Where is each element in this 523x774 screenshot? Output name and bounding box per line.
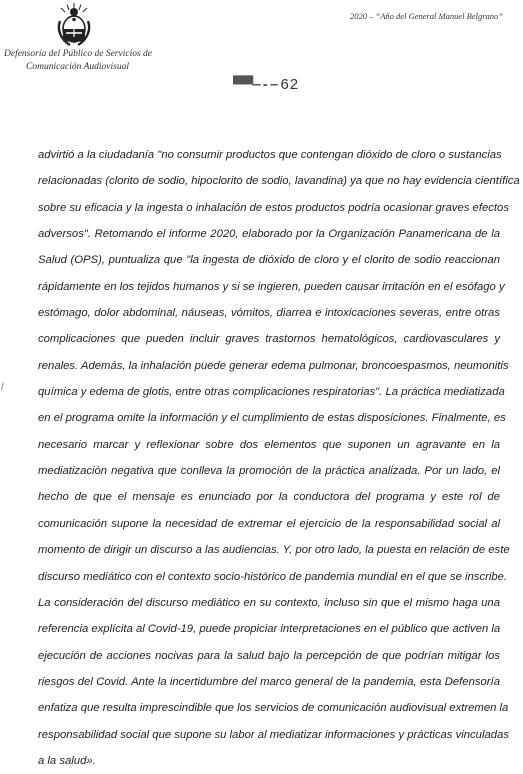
body-line: adversos". Retomando el informe 2020, elaborado por la Organización Panamericana de la [38,228,500,241]
body-line: referencia explícita al Covid-19, puede propiciar interpretaciones en el público que activen la [38,623,501,636]
body-line: relacionadas (clorito de sodio, hipoclorito de sodio, lavandina) ya que no hay evidencia científica [38,175,520,188]
institution-name-line2: Comunicación Audiovisual [26,62,129,72]
margin-mark: / [1,382,4,393]
body-line: necesario marcar y reflexionar sobre dos elementos que suponen un agravante en la [38,438,500,451]
body-line: química y edema de glotis, entre otras complicaciones respiratorias". La práctica mediatizada [38,386,505,399]
stamp-smudge-icon: ▀▀‒ ‐ – [233,76,281,93]
body-line: ejecución de acciones nocivas para la salud bajo la percepción de que podrían mitigar los [38,649,500,662]
page-stamp [233,76,299,93]
body-paragraph [38,142,520,774]
body-line: complicaciones que pueden incluir graves trastornos hematológicos, cardiovasculares y [38,333,500,346]
body-line: en el programa omite la información y el cumplimiento de estas disposiciones. Finalmente, es [38,412,506,425]
body-line: discurso mediático con el contexto socio-histórico de pandemia mundial en el que se inscribe. [38,570,508,583]
body-line: La consideración del discurso mediático en su contexto, incluso sin que el mismo haga una [38,596,500,609]
page-stamp-number: 62 [280,76,300,93]
body-line: responsabilidad social que supone su labor al mediatizar informaciones y prácticas vinculadas [38,728,509,741]
body-line: estómago, dolor abdominal, náuseas, vómitos, diarrea e intoxicaciones severas, entre otras [38,307,500,320]
body-line: enfatiza que resulta imprescindible que los servicios de comunicación audiovisual extremen la [38,702,509,715]
body-line: advirtió a la ciudadanía "no consumir productos que contengan dióxido de cloro o sustancias [38,149,502,161]
body-line: a la salud». [38,754,96,767]
body-line: renales. Además, la inhalación puede generar edema pulmonar, broncoespasmos, neumonitis [38,359,509,372]
body-line: Salud (OPS), puntualiza que "la ingesta de dióxido de cloro y el clorito de sodio reaccionan [38,254,500,267]
body-line: momento de dirigir un discurso a las audiencias. Y, por otro lado, la puesta en relación de este [38,544,510,557]
body-line: comunicación supone la necesidad de extremar el ejercicio de la responsabilidad social al [38,517,500,530]
year-note: 2020 – “Año del General Manuel Belgrano” [350,11,503,21]
body-line: riesgos del Covid. Ante la incertidumbre del marco general de la pandemia, esta Defensoría [38,675,500,688]
body-line: rápidamente en los tejidos humanos y si se ingieren, pueden causar irritación en el esófago y [38,280,505,293]
body-line: mediatización negativa que conlleva la promoción de la práctica analizada. Por un lado, el [38,465,500,478]
institution-name-line1: Defensoría del Público de Servicios de [4,49,153,59]
body-line: hecho de que el mensaje es enunciado por la conductora del programa y este rol de [38,491,500,504]
coat-of-arms-icon [55,3,93,47]
body-line: sobre su eficacia y la ingesta o inhalación de estos productos podría ocasionar graves efectos [38,201,509,214]
institution-name [4,48,174,74]
